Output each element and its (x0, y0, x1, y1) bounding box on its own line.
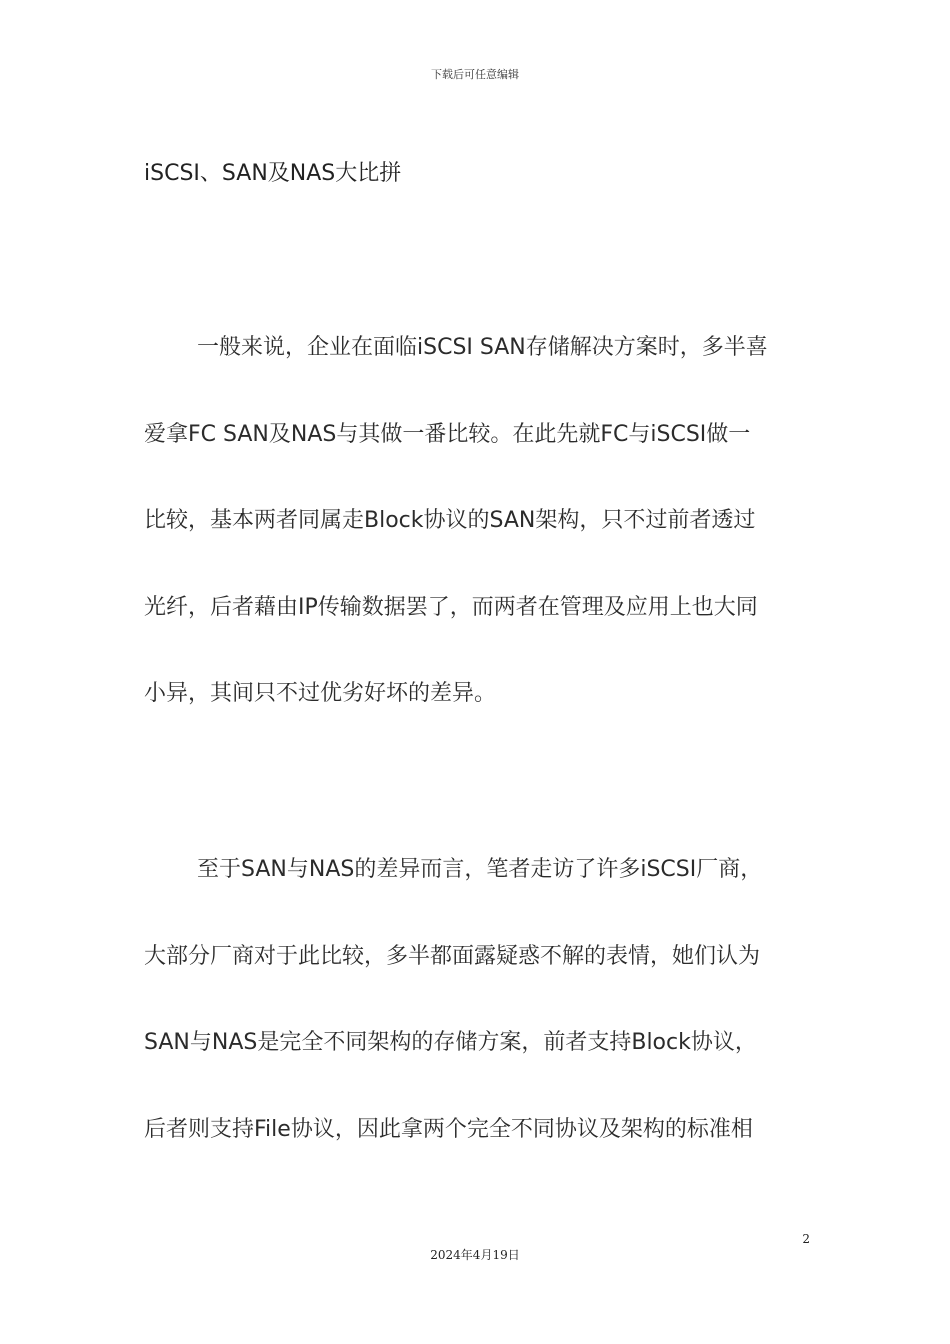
paragraph-line: 大部分厂商对于此比较，多半都面露疑惑不解的表情，她们认为 (144, 943, 761, 969)
body-paragraph (144, 852, 804, 1198)
paragraph-line: 小异，其间只不过优劣好坏的差异。 (144, 681, 497, 706)
paragraph-line: 比较，基本两者同属走Block协议的SAN架构，只不过前者透过 (144, 508, 756, 533)
body-paragraph (144, 330, 804, 763)
paragraph-line: 后者则支持File协议，因此拿两个完全不同协议及架构的标准相 (144, 1116, 753, 1142)
page-number: 2 (802, 1232, 810, 1246)
footer-date: 2024年4月19日 (430, 1248, 520, 1262)
paragraph-line: 一般来说，企业在面临iSCSI SAN存储解决方案时，多半喜 (197, 335, 768, 360)
paragraph-line: SAN与NAS是完全不同架构的存储方案，前者支持Block协议， (144, 1030, 757, 1055)
document-title: iSCSI、SAN及NAS大比拼 (144, 161, 402, 186)
paragraph-line: 至于SAN与NAS的差异而言，笔者走访了许多iSCSI厂商， (197, 857, 763, 882)
paragraph-line: 爱拿FC SAN及NAS与其做一番比较。在此先就FC与iSCSI做一 (144, 421, 751, 447)
paragraph-line: 光纤，后者藉由IP传输数据罢了，而两者在管理及应用上也大同 (144, 594, 758, 620)
page-header-note: 下载后可任意编辑 (431, 68, 519, 81)
